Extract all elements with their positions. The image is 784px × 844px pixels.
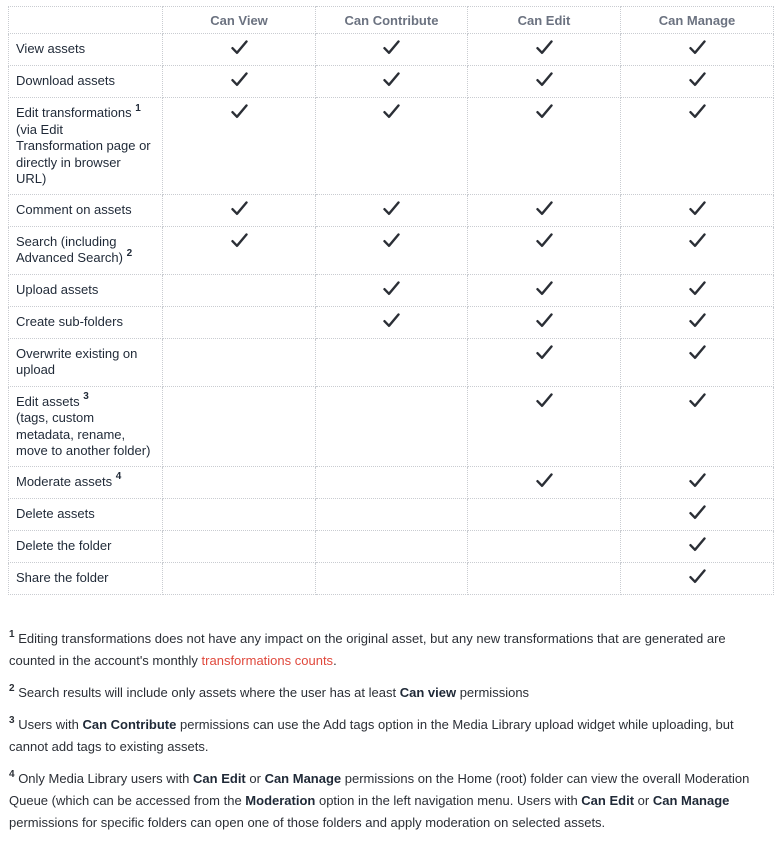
permission-cell — [468, 386, 621, 466]
footnote-text: Users with — [18, 717, 83, 732]
permission-cell — [163, 338, 316, 386]
permission-cell — [621, 66, 774, 98]
permission-label-line: Transformation page or — [16, 138, 151, 153]
permission-cell — [468, 98, 621, 195]
checkmark-icon — [536, 476, 553, 491]
footnote-number: 1 — [9, 628, 15, 640]
permission-label — [9, 498, 163, 530]
permission-cell — [163, 530, 316, 562]
permission-cell — [621, 98, 774, 195]
checkmark-icon — [383, 43, 400, 58]
footnote-text: . — [333, 653, 337, 668]
table-row — [9, 274, 774, 306]
permission-cell — [468, 194, 621, 226]
footnote — [9, 768, 771, 834]
checkmark-icon — [536, 348, 553, 363]
footnote-ref: 2 — [126, 247, 133, 259]
permission-label-text: Edit assets — [16, 393, 80, 409]
checkmark-icon — [689, 508, 706, 523]
footnote-text: or — [634, 793, 653, 808]
permissions-table — [8, 6, 774, 595]
footnote-text: permissions on the Home (root) folder can view the overall Moderation Queue (which can be accessed from the — [9, 771, 750, 808]
checkmark-icon — [536, 204, 553, 219]
permission-label — [9, 562, 163, 594]
checkmark-icon — [536, 43, 553, 58]
footnote-emphasis: Can Edit — [193, 771, 246, 786]
footnote-ref: 1 — [135, 102, 141, 114]
footnote-text: Only Media Library users with — [18, 771, 194, 786]
permission-cell — [621, 338, 774, 386]
permission-cell — [468, 466, 621, 498]
permission-cell — [316, 338, 468, 386]
checkmark-icon — [689, 476, 706, 491]
permission-label-line: metadata, rename, — [16, 426, 126, 442]
permission-label-text: Download assets — [16, 73, 115, 88]
permission-label — [9, 226, 163, 274]
permission-label — [9, 386, 163, 466]
footnote-emphasis: Can Contribute — [82, 717, 177, 732]
permission-cell — [621, 274, 774, 306]
table-row — [9, 530, 774, 562]
transformations-counts-link[interactable]: transformations counts — [201, 653, 334, 668]
permission-cell — [621, 386, 774, 466]
permission-label-text: View assets — [16, 41, 86, 56]
permission-cell — [468, 338, 621, 386]
checkmark-icon — [689, 540, 706, 555]
table-row — [9, 386, 774, 466]
permission-cell — [316, 466, 468, 498]
footnote-emphasis: Can view — [399, 685, 457, 700]
table-row — [9, 338, 774, 386]
permission-cell — [163, 274, 316, 306]
permission-cell — [316, 226, 468, 274]
permission-cell — [316, 386, 468, 466]
checkmark-icon — [383, 75, 400, 90]
permission-label — [9, 98, 163, 195]
permission-cell — [316, 274, 468, 306]
table-row — [9, 194, 774, 226]
permission-label-line: (via Edit — [16, 121, 63, 137]
permission-cell — [163, 34, 316, 66]
header-corner — [9, 7, 163, 34]
permission-label-text: Comment on assets — [16, 201, 132, 217]
permission-label — [9, 338, 163, 386]
checkmark-icon — [689, 396, 706, 411]
footnote-emphasis: Can Manage — [264, 771, 342, 786]
permission-cell — [163, 386, 316, 466]
permission-cell — [316, 562, 468, 594]
permission-label-line: Advanced Search) — [16, 250, 123, 265]
footnote-number: 3 — [9, 714, 15, 726]
checkmark-icon — [231, 107, 248, 122]
permission-label — [9, 194, 163, 226]
footnote-text: option in the left navigation menu. Users with — [315, 793, 582, 808]
permission-cell — [163, 226, 316, 274]
footnote — [9, 682, 771, 704]
checkmark-icon — [689, 316, 706, 331]
permission-cell — [621, 466, 774, 498]
permission-cell — [163, 306, 316, 338]
checkmark-icon — [383, 236, 400, 251]
checkmark-icon — [689, 75, 706, 90]
permission-cell — [316, 530, 468, 562]
checkmark-icon — [383, 284, 400, 299]
permission-cell — [468, 562, 621, 594]
footnote-text: permissions for specific folders can open one of those folders and apply moderation on selected assets. — [9, 815, 606, 830]
permission-cell — [621, 498, 774, 530]
permission-label-line: (tags, custom — [16, 410, 95, 425]
checkmark-icon — [383, 204, 400, 219]
checkmark-icon — [689, 107, 706, 122]
permission-label-line: move to another folder) — [16, 443, 151, 458]
table-row — [9, 66, 774, 98]
permission-label-text: Upload assets — [16, 281, 99, 297]
permission-cell — [621, 530, 774, 562]
permission-label-text: Create sub-folders — [16, 313, 123, 329]
footnote — [9, 628, 771, 672]
footnotes — [9, 628, 771, 844]
footnote — [9, 714, 771, 758]
permission-cell — [163, 466, 316, 498]
permission-cell — [468, 498, 621, 530]
column-header: Can View — [163, 7, 316, 34]
checkmark-icon — [689, 204, 706, 219]
permission-cell — [316, 34, 468, 66]
column-header: Can Manage — [621, 7, 774, 34]
permission-cell — [468, 226, 621, 274]
permission-cell — [621, 194, 774, 226]
checkmark-icon — [536, 316, 553, 331]
permission-cell — [163, 194, 316, 226]
footnote-text: permissions — [456, 685, 530, 700]
permission-cell — [468, 530, 621, 562]
table-row — [9, 562, 774, 594]
permission-cell — [316, 498, 468, 530]
permission-label-text: Moderate assets — [16, 473, 113, 489]
table-row — [9, 98, 774, 195]
footnote-ref: 3 — [83, 391, 89, 403]
checkmark-icon — [231, 204, 248, 219]
permission-label — [9, 466, 163, 498]
permission-label-text: Search (including — [16, 233, 117, 249]
checkmark-icon — [689, 236, 706, 251]
checkmark-icon — [536, 284, 553, 299]
table-row — [9, 306, 774, 338]
column-header: Can Contribute — [316, 7, 468, 34]
permission-cell — [316, 306, 468, 338]
permission-cell — [468, 306, 621, 338]
permission-label-text: Share the folder — [16, 569, 109, 585]
footnote-emphasis: Can Edit — [581, 793, 635, 808]
permission-cell — [163, 562, 316, 594]
permission-label — [9, 66, 163, 98]
table-row — [9, 226, 774, 274]
footnote-number: 2 — [9, 682, 15, 694]
permission-label-text: Delete assets — [16, 505, 95, 521]
checkmark-icon — [536, 75, 553, 90]
permission-cell — [468, 66, 621, 98]
permission-cell — [621, 34, 774, 66]
checkmark-icon — [689, 348, 706, 363]
permission-cell — [163, 66, 316, 98]
permission-cell — [621, 226, 774, 274]
footnote-text: Editing transformations does not have any impact on the original asset, but any new transformations that are generated are counted in the account's monthly — [9, 631, 726, 668]
checkmark-icon — [383, 107, 400, 122]
footnote-ref: 4 — [115, 471, 122, 483]
permission-cell — [468, 34, 621, 66]
permission-label-line: URL) — [16, 171, 47, 186]
permission-label-text: Overwrite existing on — [16, 345, 138, 361]
checkmark-icon — [536, 236, 553, 251]
permission-label-line: upload — [16, 362, 56, 377]
footnote-text: Search results will include only assets where the user has at least — [18, 685, 400, 700]
footnote-number: 4 — [9, 768, 15, 780]
table-row — [9, 498, 774, 530]
footnote-emphasis: Moderation — [245, 793, 316, 808]
checkmark-icon — [689, 284, 706, 299]
permission-label — [9, 306, 163, 338]
permission-label — [9, 274, 163, 306]
footnote-text: permissions can use the Add tags option in the Media Library upload widget while uploading, but cannot add tags to existing assets. — [9, 717, 734, 754]
permission-cell — [468, 274, 621, 306]
permission-cell — [316, 194, 468, 226]
table-row — [9, 466, 774, 498]
permission-label — [9, 530, 163, 562]
table-header-row — [9, 7, 774, 34]
permission-cell — [621, 306, 774, 338]
permission-label-line: directly in browser — [16, 154, 121, 170]
footnote-text: or — [245, 771, 265, 786]
permission-cell — [316, 66, 468, 98]
checkmark-icon — [536, 107, 553, 122]
permission-cell — [163, 98, 316, 195]
checkmark-icon — [536, 396, 553, 411]
permission-label-text: Delete the folder — [16, 537, 112, 553]
checkmark-icon — [231, 236, 248, 251]
permission-cell — [163, 498, 316, 530]
table-row — [9, 34, 774, 66]
permission-label — [9, 34, 163, 66]
column-header: Can Edit — [468, 7, 621, 34]
permission-label-text: Edit transformations — [16, 105, 132, 120]
permission-cell — [621, 562, 774, 594]
permission-cell — [316, 98, 468, 195]
checkmark-icon — [689, 572, 706, 587]
checkmark-icon — [689, 43, 706, 58]
checkmark-icon — [383, 316, 400, 331]
footnote-emphasis: Can Manage — [652, 793, 730, 808]
checkmark-icon — [231, 43, 248, 58]
checkmark-icon — [231, 75, 248, 90]
